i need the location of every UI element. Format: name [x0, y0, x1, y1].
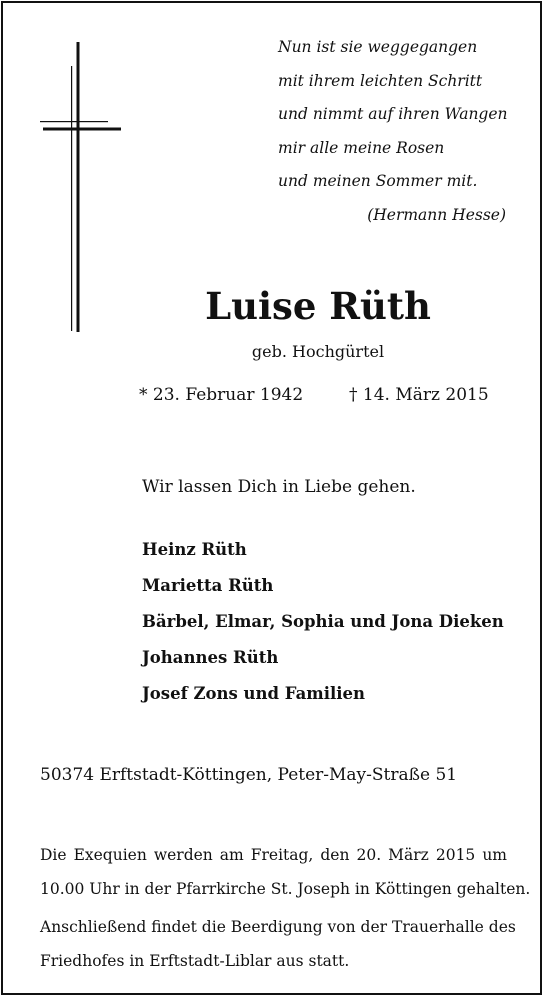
intro-text: Wir lassen Dich in Liebe gehen.: [142, 477, 416, 497]
poem-line: und nimmt auf ihren Wangen: [278, 105, 508, 123]
mourner-name: Marietta Rüth: [142, 576, 274, 595]
mourner-name: Bärbel, Elmar, Sophia und Jona Dieken: [142, 612, 504, 631]
poem-line: und meinen Sommer mit.: [278, 172, 478, 190]
mourner-name: Josef Zons und Familien: [142, 684, 366, 703]
maiden-name: geb. Hochgürtel: [251, 342, 385, 361]
birth-date: * 23. Februar 1942: [139, 385, 304, 405]
deceased-name: Luise Rüth: [205, 284, 431, 328]
life-dates: [139, 382, 509, 408]
service-notice: [40, 838, 531, 906]
poem-author: (Hermann Hesse): [367, 205, 506, 224]
mourner-name: Heinz Rüth: [142, 540, 247, 559]
death-date: † 14. März 2015: [349, 385, 489, 405]
mourners-list: [142, 532, 504, 712]
service-notice-line: 10.00 Uhr in der Pfarrkirche St. Joseph in Köttingen gehalten.: [40, 880, 531, 898]
burial-notice-line: Anschließend findet die Beerdigung von der Trauerhalle des: [40, 918, 516, 936]
poem-line: Nun ist sie weggegangen: [278, 38, 478, 56]
burial-notice-line: Friedhofes in Erftstadt-Liblar aus statt.: [40, 952, 350, 970]
service-notice-line: Die Exequien werden am Freitag, den 20. März 2015 um: [40, 846, 507, 864]
poem: [278, 31, 518, 232]
cross-horizontal-bar: [43, 128, 121, 131]
poem-line: mir alle meine Rosen: [278, 138, 445, 157]
mourner-name: Johannes Rüth: [142, 648, 279, 667]
cross-horizontal-thin-line: [40, 121, 108, 122]
burial-notice: [40, 910, 516, 978]
address: 50374 Erftstadt-Köttingen, Peter-May-Straße 51: [40, 765, 458, 785]
poem-line: mit ihrem leichten Schritt: [278, 71, 483, 90]
